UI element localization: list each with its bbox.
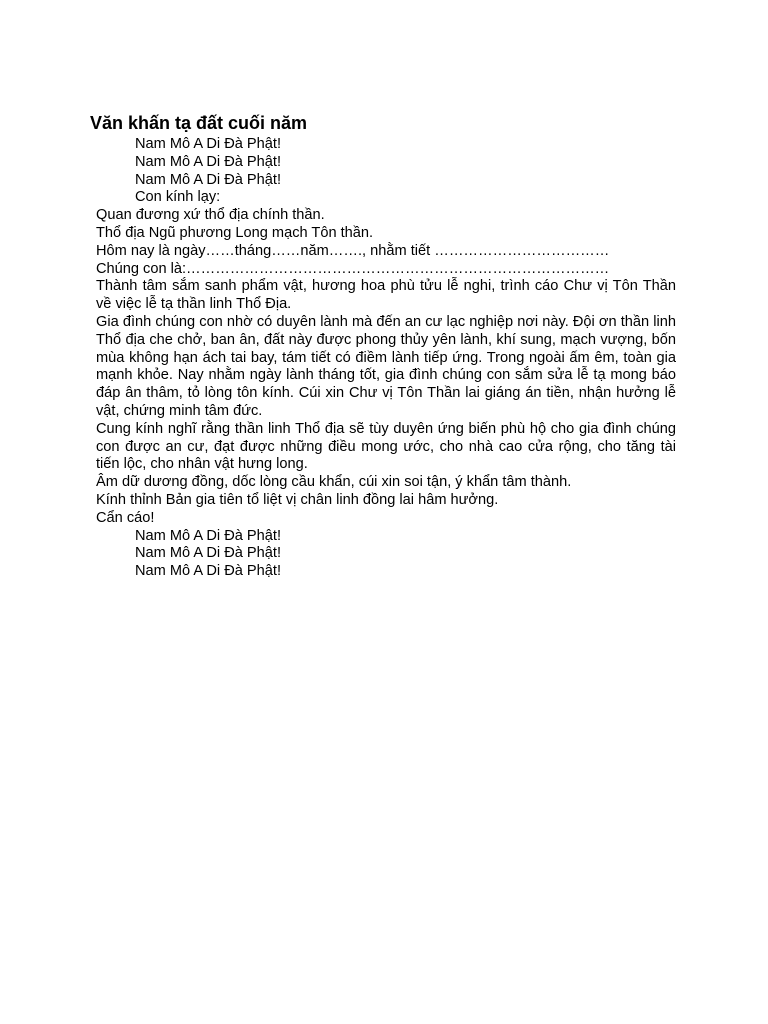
- opening-invocations: [96, 136, 676, 189]
- paragraph-offering: Thành tâm sắm sanh phẩm vật, hương hoa phù tửu lễ nghi, trình cáo Chư vị Tôn Thần về việc lễ tạ thần linh Thổ Địa.: [96, 278, 676, 313]
- address-lines: [96, 207, 676, 278]
- invocation-line: Nam Mô A Di Đà Phật!: [135, 153, 281, 170]
- closing-invocations: [96, 528, 676, 581]
- invocation-line: Nam Mô A Di Đà Phật!: [135, 136, 281, 152]
- paragraph-gratitude: Gia đình chúng con nhờ có duyên lành mà đến an cư lạc nghiệp nơi này. Đội ơn thần linh Thổ địa che chở, ban ân, đất này được phong thủy yên lành, khí sung, mạch vượng, bốn mùa không hạn ách tai bay, tám tiết có điềm lành tiếp ứng. Trong ngoài ấm êm, toàn gia mạnh khỏe. Nay nhằm ngày lành tháng tốt, gia đình chúng con sắm sửa lễ tạ mong báo đáp ân thâm, tỏ lòng tôn kính. Cúi xin Chư vị Tôn Thần lai giáng án tiền, nhận hưởng lễ vật, chứng minh tâm đức.: [96, 313, 676, 419]
- respect-line: Con kính lạy:: [135, 189, 221, 206]
- invocation-line: Nam Mô A Di Đà Phật!: [135, 171, 281, 188]
- closing-line: Âm dữ dương đồng, dốc lòng cầu khẩn, cúi xin soi tận, ý khẩn tâm thành.: [96, 474, 572, 491]
- address-line: Quan đương xứ thổ địa chính thần.: [96, 207, 325, 224]
- closing-line: Kính thỉnh Bản gia tiên tổ liệt vị chân linh đồng lai hâm hưởng.: [96, 491, 499, 508]
- closing-line: Cẩn cáo!: [96, 509, 155, 526]
- invocation-line: Nam Mô A Di Đà Phật!: [135, 563, 281, 580]
- date-line: Hôm nay là ngày……tháng……năm……., nhằm tiết ………………………………: [96, 242, 610, 259]
- names-line: Chúng con là:……………………………………………………………………………: [96, 260, 610, 277]
- invocation-line: Nam Mô A Di Đà Phật!: [135, 527, 281, 544]
- document-page: [90, 110, 676, 581]
- invocation-line: Nam Mô A Di Đà Phật!: [135, 545, 281, 562]
- closing-lines: [96, 474, 676, 527]
- document-body: [96, 136, 676, 581]
- document-title: Văn khấn tạ đất cuối năm: [90, 113, 308, 133]
- address-line: Thổ địa Ngũ phương Long mạch Tôn thần.: [96, 224, 374, 241]
- paragraph-prayer: Cung kính nghĩ rằng thần linh Thổ địa sẽ tùy duyên ứng biến phù hộ cho gia đình chúng con được an cư, đạt được những điều mong ước, cho nhà cao cửa rộng, cho tăng tài tiến lộc, cho nhân vật hưng long.: [96, 420, 676, 473]
